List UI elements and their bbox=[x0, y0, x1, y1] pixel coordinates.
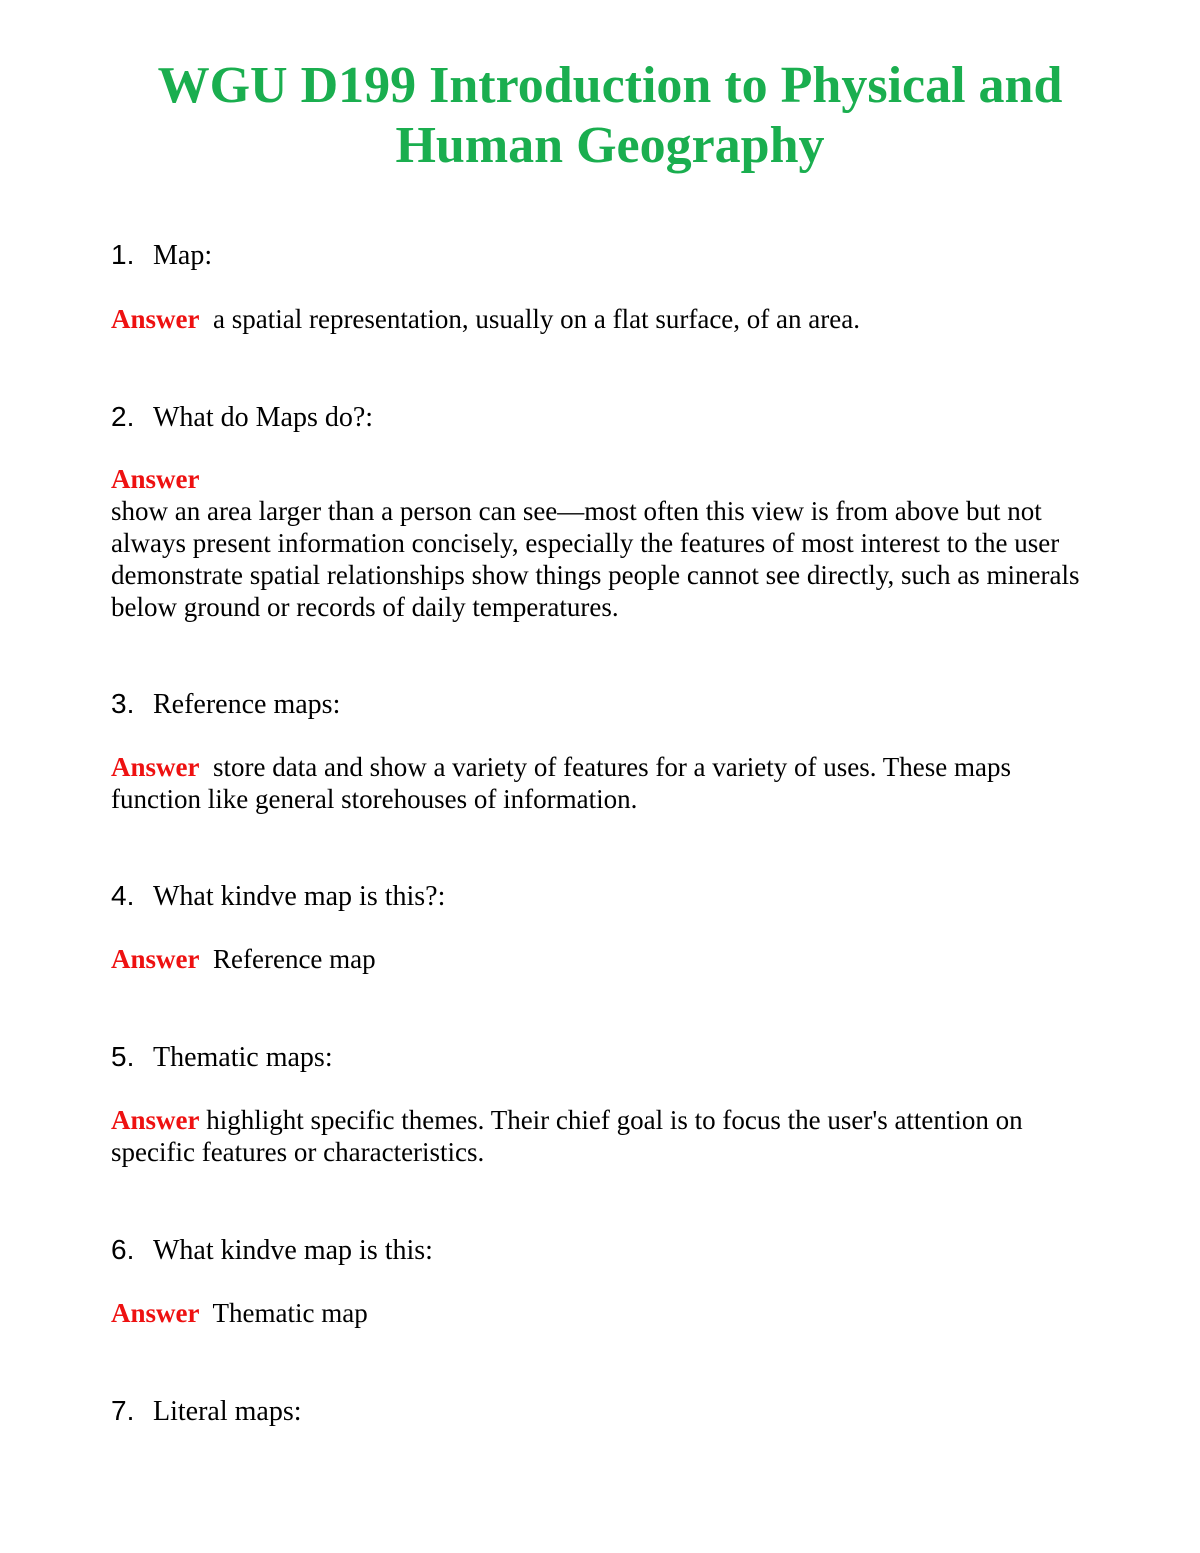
answer-text-line: store data and show a variety of features for a variety of uses. These maps bbox=[213, 752, 1011, 782]
question-number: 2. bbox=[111, 401, 135, 432]
question-7 bbox=[111, 1395, 302, 1428]
answer-text: Reference map bbox=[213, 944, 376, 974]
question-6 bbox=[111, 1234, 433, 1267]
answer-text-line: specific features or characteristics. bbox=[111, 1137, 485, 1167]
answer-label: Answer bbox=[111, 1298, 200, 1328]
question-5 bbox=[111, 1041, 333, 1074]
answer-text-line: demonstrate spatial relationships show things people cannot see directly, such as minerals bbox=[111, 560, 1080, 590]
question-number: 4. bbox=[111, 880, 135, 911]
answer-text-line: below ground or records of daily temperatures. bbox=[111, 592, 619, 622]
answer-text: Thematic map bbox=[212, 1298, 368, 1328]
question-text: What kindve map is this?: bbox=[153, 881, 446, 912]
answer-text-line: show an area larger than a person can see—most often this view is from above but not bbox=[111, 496, 1042, 526]
answer-5 bbox=[111, 1104, 1101, 1168]
question-3 bbox=[111, 688, 340, 721]
question-number: 1. bbox=[111, 239, 135, 270]
question-number: 6. bbox=[111, 1234, 135, 1265]
answer-6 bbox=[111, 1297, 1101, 1329]
question-text: Literal maps: bbox=[153, 1396, 302, 1427]
title-line-1: WGU D199 Introduction to Physical and bbox=[157, 57, 1063, 114]
question-2 bbox=[111, 401, 373, 434]
question-number: 5. bbox=[111, 1041, 135, 1072]
answer-2 bbox=[111, 463, 1101, 623]
question-text: Map: bbox=[153, 240, 213, 271]
document-title bbox=[100, 56, 1120, 176]
answer-label: Answer bbox=[111, 304, 200, 334]
answer-text-line: function like general storehouses of information. bbox=[111, 784, 638, 814]
question-text: Thematic maps: bbox=[153, 1042, 333, 1073]
answer-label: Answer bbox=[111, 464, 200, 494]
answer-4 bbox=[111, 943, 1101, 975]
answer-label: Answer bbox=[111, 944, 200, 974]
answer-label: Answer bbox=[111, 752, 200, 782]
question-number: 3. bbox=[111, 688, 135, 719]
question-text: What do Maps do?: bbox=[153, 402, 374, 433]
question-1 bbox=[111, 239, 212, 272]
answer-label: Answer bbox=[111, 1105, 200, 1135]
answer-3 bbox=[111, 751, 1101, 815]
question-4 bbox=[111, 880, 445, 913]
answer-text-line: always present information concisely, especially the features of most interest to the user bbox=[111, 528, 1060, 558]
question-text: What kindve map is this: bbox=[153, 1235, 433, 1266]
answer-text-line: highlight specific themes. Their chief goal is to focus the user's attention on bbox=[206, 1105, 1023, 1135]
title-line-2: Human Geography bbox=[395, 117, 825, 174]
question-text: Reference maps: bbox=[153, 689, 341, 720]
answer-text: a spatial representation, usually on a flat surface, of an area. bbox=[213, 304, 860, 334]
question-number: 7. bbox=[111, 1395, 135, 1426]
answer-1 bbox=[111, 303, 1101, 335]
